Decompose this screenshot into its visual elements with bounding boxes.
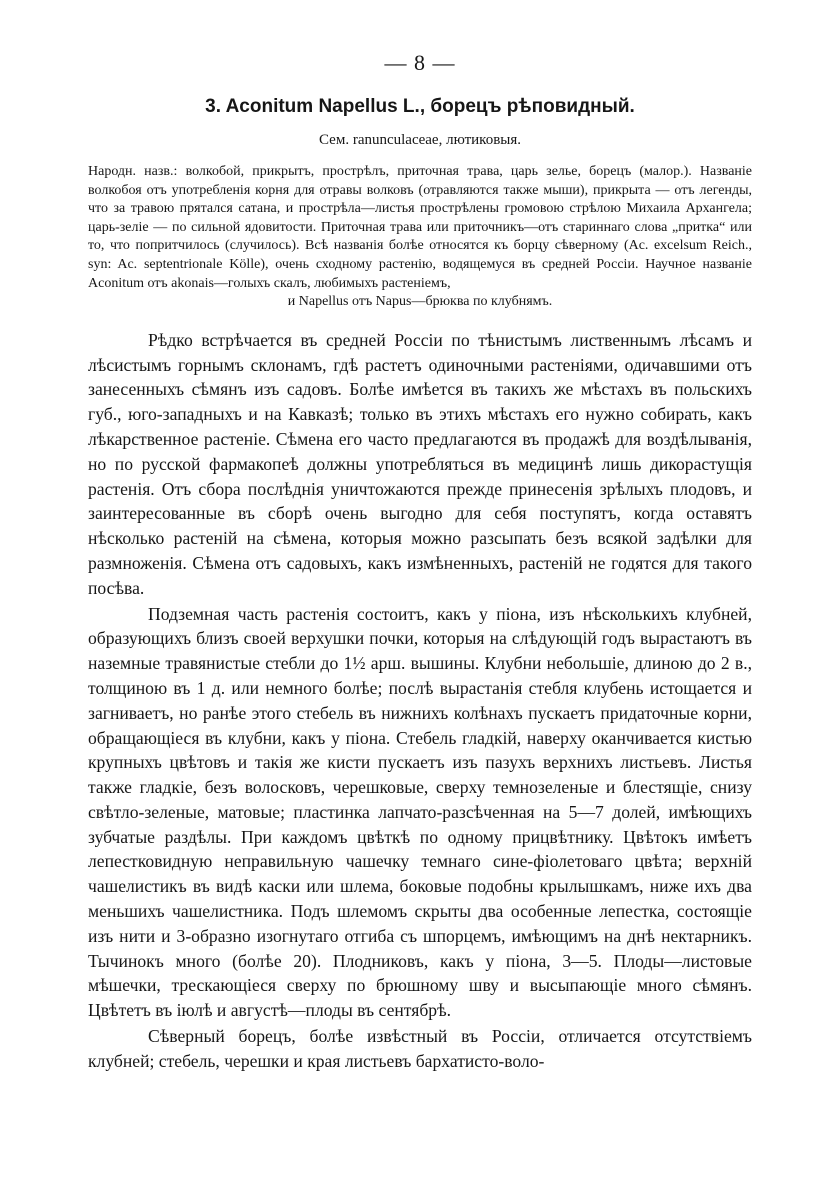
section-title: 3. Aconitum Napellus L., борецъ рѣповидный. [205, 96, 635, 117]
plant-family: Сем. ranunculaceae, лютиковыя. [318, 132, 522, 148]
body-paragraph-habitat: Рѣдко встрѣчается въ средней Россіи по тѣнистымъ лиственнымъ лѣсамъ и лѣсистымъ горнымъ склонамъ, гдѣ растетъ одиночными растеніями, одичавшими отъ занесенныхъ сѣмянъ изъ садовъ. Болѣе имѣется въ такихъ же мѣстахъ въ польскихъ губ., юго-западныхъ и на Кавказѣ; только въ этихъ мѣстахъ его нужно собирать, какъ лѣкарственное растеніе. Сѣмена его часто предлагаются въ продажѣ для воздѣлыванія, но по русской фармакопеѣ должны употребляться въ медицинѣ лишь дикорастущія растенія. Отъ сбора послѣднія уничтожаются прежде принесенія зрѣлыхъ плодовъ, и заинтересованные въ сборѣ очень выгодно для себя поступятъ, когда оставятъ нѣсколько растеній на сѣмена, которыя можно разсыпать безъ всякой задѣлки для размноженія. Сѣмена отъ садовыхъ, какъ измѣненныхъ, растеній не годятся для такого посѣва. [88, 329, 752, 598]
body-paragraph-northern-aconite: Сѣверный борецъ, болѣе извѣстный въ Россіи, отличается отсутствіемъ клубней; стебель, черешки и края листьевъ бархатисто-воло- [88, 1026, 752, 1071]
book-page [88, 50, 752, 1074]
page-number: — 8 — [384, 50, 456, 75]
folk-names-paragraph [88, 163, 752, 312]
body-paragraph-morphology: Подземная часть растенія состоитъ, какъ у піона, изъ нѣсколькихъ клубней, образующихъ близъ своей верхушки почки, которыя на слѣдующій годъ вырастаютъ въ наземные травянистые стебли до 1½ арш. вышины. Клубни небольшіе, длиною до 2 в., толщиною въ 1 д. или немного болѣе; послѣ вырастанія стебля клубень истощается и загниваетъ, но ранѣе этого стебель въ нижнихъ колѣнахъ пускаетъ придаточные корни, обращающіеся въ клубни, какъ у піона. Стебель гладкій, наверху оканчивается кистью крупныхъ цвѣтовъ и такія же кисти пускаетъ изъ пазухъ верхнихъ листьевъ. Листья также гладкіе, безъ волосковъ, черешковые, сверху темнозеленые и блестящіе, снизу свѣтло-зеленые, матовые; пластинка лапчато-разсѣченная на 5—7 долей, имѣющихъ зубчатые раздѣлы. При каждомъ цвѣткѣ по одному прицвѣтнику. Цвѣтокъ имѣетъ лепестковидную неправильную чашечку темнаго сине-фіолетоваго цвѣта; верхній чашелистикъ въ видѣ каски или шлема, боковые подобны крылышкамъ, ниже ихъ два меньшихъ чашелистника. Подъ шлемомъ скрыты два особенные лепестка, состоящіе изъ нити и 3-образно изогнутаго отгиба съ шпорцемъ, имѣющимъ на днѣ нектарникъ. Тычинокъ много (болѣе 20). Плодниковъ, какъ у піона, 3—5. Плоды—листовые мѣшечки, трескающіеся сверху по брюшному шву и высыпающіе много сѣмянъ. Цвѣтетъ въ іюлѣ и августѣ—плоды въ сентябрѣ. [88, 603, 752, 1021]
folk-names-text: Народн. назв.: волкобой, прикрытъ, прострѣлъ, приточная трава, царь зелье, борецъ (малор.). Названіе волкобоя отъ употребленія корня для отравы волковъ (отравляются также мыши), прикрыта — отъ легенды, что за травою прятался сатана, и прострѣла—листья прострѣлены громовою стрѣлою Михаила Архангела; царь-зеліе — по сильной ядовитости. Приточная трава или приточникъ—отъ стариннаго слова „притка“ или то, что попритчилось (случилось). Всѣ названія болѣе относятся къ борцу сѣверному (Ac. excelsum Reich., syn: Ac. septentrionale Kölle), очень сходному растенію, водящемуся въ средней Россіи. Научное названіе Aconitum отъ akonais—голыхъ скалъ, любимыхъ растеніемъ, [88, 164, 752, 291]
folk-names-last-line: и Napellus отъ Napus—брюква по клубнямъ. [287, 294, 553, 310]
